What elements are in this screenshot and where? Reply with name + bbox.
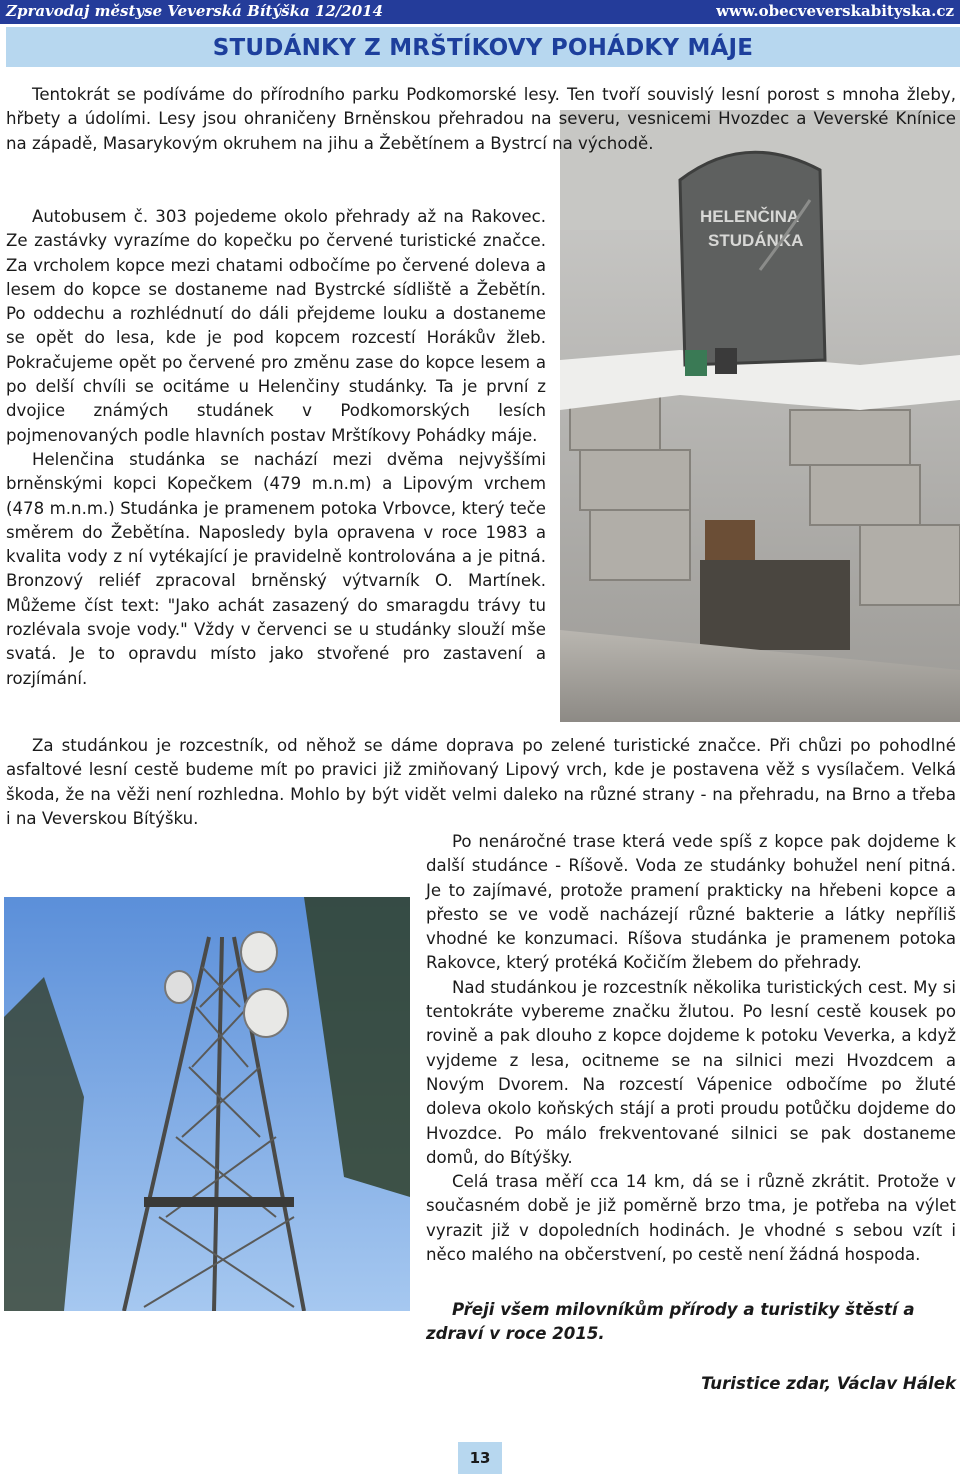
title-band: [6, 27, 960, 67]
paragraph-4: Za studánkou je rozcestník, od něhož se dáme doprava po zelené turistické značce. Při chůzi po pohodlné asfaltové lesní cestě budeme mít po pravici již zmiňovaný Lipový vrch, kde je postavena věž s vysílačem. Velká škoda, že na věži není rozhledna. Mohlo by být vidět velmi daleko na různé strany - na přehradu, na Brno a třeba i na Veverskou Bítýšku.: [6, 736, 956, 828]
article-title: STUDÁNKY Z MRŠTÍKOVY POHÁDKY MÁJE: [212, 35, 754, 61]
paragraph-column-left: [6, 205, 546, 691]
tower-photo-drawing: [4, 897, 410, 1311]
paragraph-2: Autobusem č. 303 pojedeme okolo přehrady až na Rakovec. Ze zastávky vyrazíme do kopečku po červené turistické značce. Za vrcholem kopce mezi chatami odbočíme po červené doleva a lesem do kopce se dostaneme nad Bystrcké sídliště a Žebětín. Po oddechu a rozhlédnutí do dáli přejdeme louku a dostaneme se opět do lesa, kde je pod kopcem rozcestí Horákův žleb. Pokračujeme opět po červené pro změnu zase do kopce lesem a po delší chvíli se ocitáme u Helenčiny studánky. Ta je první z dvojice známých studánek v Podkomorských lesích pojmenovaných podle hlavních postav Mrštíkovy Pohádky máje.: [6, 207, 546, 445]
closing-wish: Přeji všem milovníkům přírody a turistiky štěstí a zdraví v roce 2015.: [426, 1300, 915, 1344]
well-photo-drawing: [560, 110, 960, 722]
paragraph-1: Tentokrát se podíváme do přírodního parku Podkomorské lesy. Ten tvoří souvislý lesní porost s mnoha žleby, hřbety a údolími. Lesy jsou ohraničeny Brněnskou přehradou na severu, vesnicemi Hvozdec a Veverské Knínice na západě, Masarykovým okruhem na jihu a Žebětínem a Bystrcí na východě.: [6, 85, 956, 153]
plaque-line-2: STUDÁNKA: [708, 231, 804, 250]
paragraph-3: Helenčina studánka se nachází mezi dvěma nejvyššími brněnskými kopci Kopečkem (479 m.n.m) a Lipovým vrchem (478 m.n.m.) Studánka je pramenem potoka Vrbovce, který teče směrem do Žebětína. Naposledy byla opravena v roce 1983 a kvalita vody z ní vytékající je pravidelně kontrolována a je pitná. Bronzový reliéf zpracoval brněnský výtvarník O. Martínek. Můžeme číst text: "Jako achát zasazený do smaragdu trávy tu rozlévala svoje vody." Vždy v červenci se u studánky slouží mše svatá. Je to opravdu místo jako stvořené pro zastavení a rozjímání.: [6, 449, 546, 688]
header-bar: [0, 0, 960, 24]
paragraph-6: Nad studánkou je rozcestník několika turistických cest. My si tentokráte vybereme značku žlutou. Po lesní cestě kousek po rovině a pak dlouho z kopce dojdeme k potoku Veverka, a když vyjdeme z lesa, ocitneme se na silnici mezi Hvozdcem a Novým Dvorem. Na rozcestí Vápenice odbočíme po žluté doleva okolo koňských stájí a proti proudu potůčku dojdeme do Hvozdce. Po málo frekventované silnici se pak dostaneme domů, do Bítýšky.: [426, 977, 956, 1167]
paragraph-5: Po nenáročné trase která vede spíš z kopce pak dojdeme k další studánce - Ríšově. Voda ze studánky bohužel není pitná. Je to zajímavé, protože pramení prakticky na hřebeni kopce a přesto se ve vodě nacházejí různé bakterie a látky nepříliš vhodné ke konzumaci. Ríšova studánka je pramenem potoka Rakovce, který protéká Kočičím žlebem do přehrady.: [426, 832, 956, 973]
paragraph-column-right: [426, 830, 956, 1267]
paragraph-full-width: [6, 734, 956, 831]
page-number: 13: [458, 1442, 502, 1474]
tower-photo: [4, 897, 410, 1311]
paragraph-intro: [6, 83, 956, 156]
signature: Turistice zdar, Václav Hálek: [701, 1374, 956, 1393]
paragraph-7: Celá trasa měří cca 14 km, dá se i různě zkrátit. Protože v současném době je již poměrně brzo tma, je potřeba na výlet vyrazit již v dopoledních hodinách. Je vhodné s sebou vzít i něco malého na občerstvení, po cestě není žádná hospoda.: [426, 1172, 956, 1265]
plaque-line-1: HELENČINA: [700, 207, 800, 226]
well-photo: [560, 110, 960, 722]
newsletter-name: Zpravodaj městyse Veverská Bítýška 12/2014: [6, 2, 383, 20]
website-url[interactable]: www.obecveverskabityska.cz: [716, 2, 954, 20]
